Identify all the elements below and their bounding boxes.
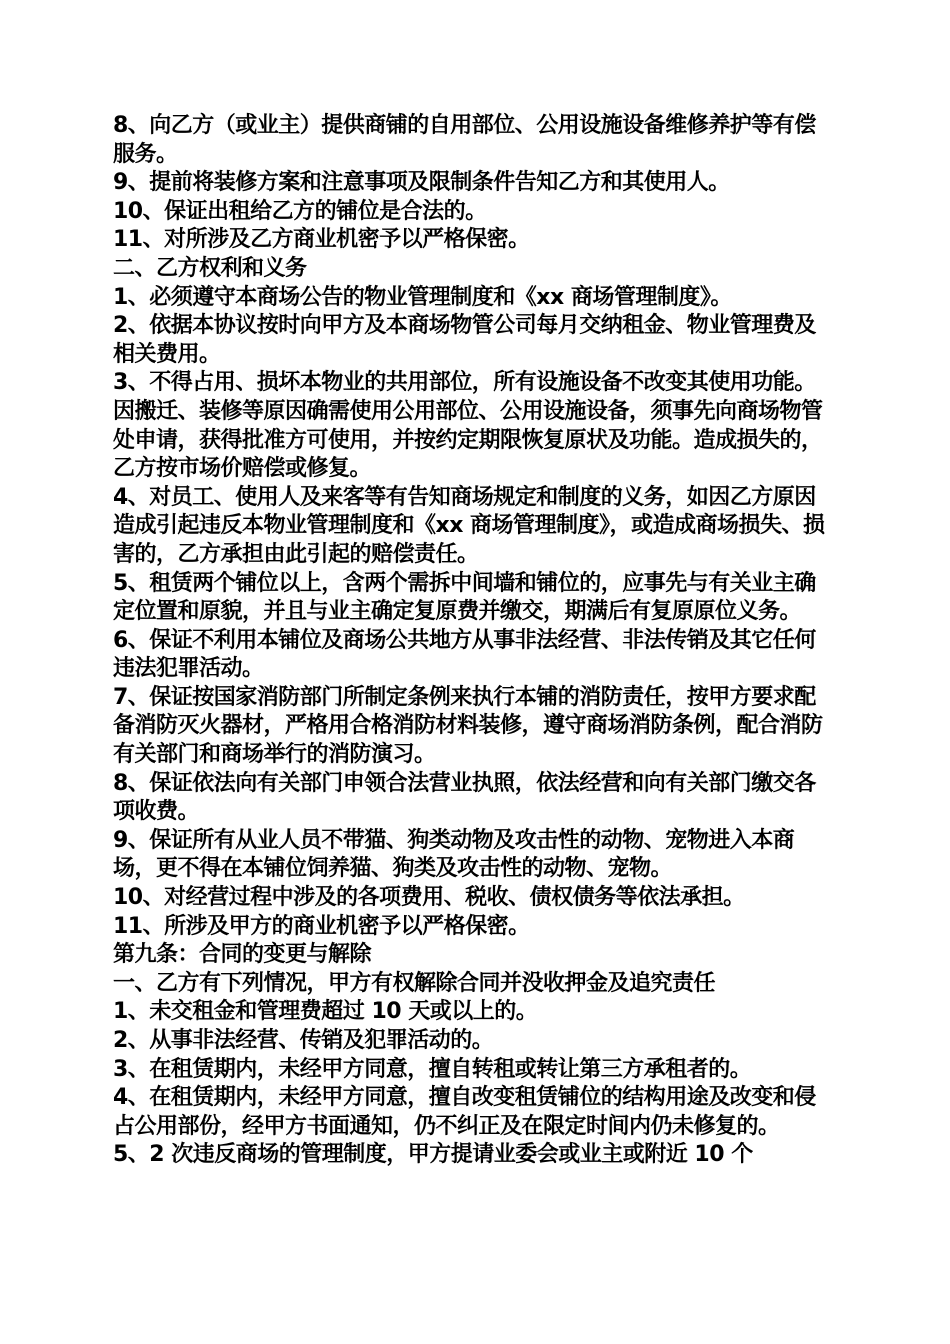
tenant-clause-8: 8、保证依法向有关部门申领合法营业执照，依法经营和向有关部门缴交各项收费。 [113,770,816,825]
clause-8-repair-services: 8、向乙方（或业主）提供商铺的自用部位、公用设施设备维修养护等有偿 [113,113,816,138]
termination-subheading: 一、乙方有下列情况，甲方有权解除合同并没收押金及追究责任 [113,970,716,996]
tenant-clause-7: 7、保证按国家消防部门所制定条例来执行本铺的消防责任，按甲方要求配备消防灭火器材，严格用合格消防材料装修，遵守商场消防条例，配合消防有关部门和商场举行的消防演习。 [113,684,823,768]
tenant-clause-4: 4、对员工、使用人及来客等有告知商场规定和制度的义务，如因乙方原因造成引起违反本物业管理制度和《xx 商场管理制度》，或造成商场损失、损害的，乙方承担由此引起的赔偿责任。 [113,484,825,567]
tenant-clause-5: 5、租赁两个铺位以上，含两个需拆中间墙和铺位的，应事先与有关业主确定位置和原貌，并且与业主确定复原费并缴交，期满后有复原原位义务。 [113,570,816,625]
tenant-clause-9: 9、保证所有从业人员不带猫、狗类动物及攻击性的动物、宠物进入本商场，更不得在本铺位饲养猫、狗类及攻击性的动物、宠物。 [113,827,795,882]
termination-clause-1: 1、未交租金和管理费超过 10 天或以上的。 [113,999,538,1025]
clause-9-renovation-notice: 9、提前将装修方案和注意事项及限制条件告知乙方和其使用人。 [113,170,730,196]
article-9-heading: 第九条：合同的变更与解除 [113,942,372,968]
document-body [113,112,833,1170]
termination-clause-4: 4、在租赁期内，未经甲方同意，擅自改变租赁铺位的结构用途及改变和侵占公用部份，经甲方书面通知，仍不纠正及在限定时间内仍未修复的。 [113,1085,816,1139]
section-heading-tenant-rights: 二、乙方权利和义务 [113,255,307,281]
tenant-clause-2: 2、依据本协议按时向甲方及本商场物管公司每月交纳租金、物业管理费及相关费用。 [113,313,816,367]
clause-10-legal-shop: 10、保证出租给乙方的铺位是合法的。 [113,198,487,224]
termination-clause-5: 5、2 次违反商场的管理制度，甲方提请业委会或业主或附近 10 个 [113,1142,753,1168]
tenant-clause-10: 10、对经营过程中涉及的各项费用、税收、债权债务等依法承担。 [113,885,745,911]
tenant-clause-3: 3、不得占用、损坏本物业的共用部位，所有设施设备不改变其使用功能。因搬迁、装修等原因确需使用公用部位、公用设施设备，须事先向商场物管处申请，获得批准方可使用，并按约定期限恢复原状及功能。造成损失的，乙方按市场价赔偿或修复。 [113,370,823,482]
termination-clause-2: 2、从事非法经营、传销及犯罪活动的。 [113,1028,494,1053]
tenant-clause-1: 1、必须遵守本商场公告的物业管理制度和《xx 商场管理制度》。 [113,284,732,310]
clause-11-confidentiality: 11、对所涉及乙方商业机密予以严格保密。 [113,227,530,253]
tenant-clause-6: 6、保证不利用本铺位及商场公共地方从事非法经营、非法传销及其它任何违法犯罪活动。 [113,627,816,682]
termination-clause-3: 3、在租赁期内，未经甲方同意，擅自转租或转让第三方承租者的。 [113,1056,752,1082]
tenant-clause-11: 11、所涉及甲方的商业机密予以严格保密。 [113,913,530,939]
clause-8-continuation: 服务。 [113,141,178,167]
